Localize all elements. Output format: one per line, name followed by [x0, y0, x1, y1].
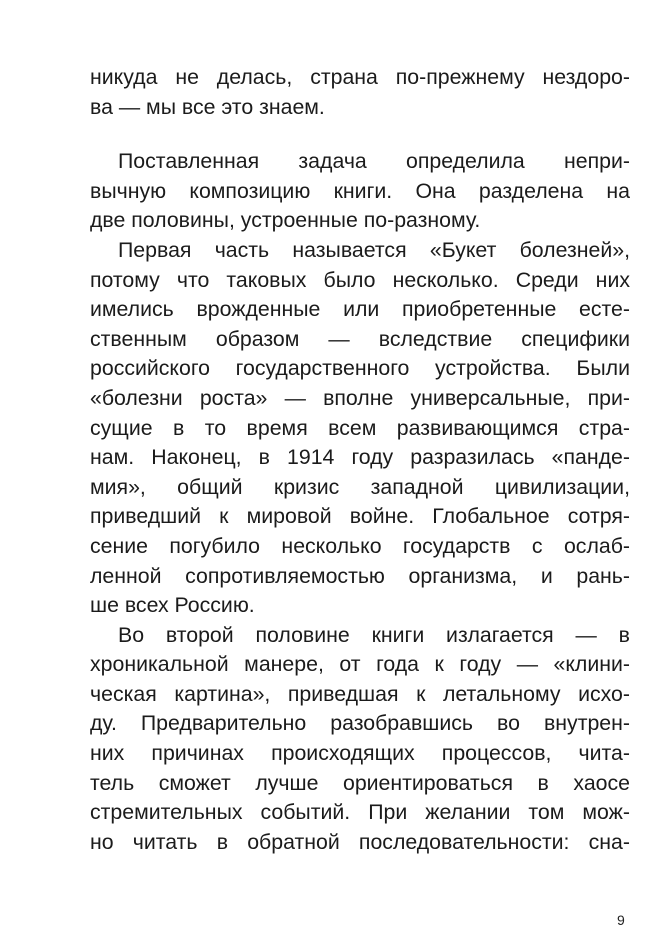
text-line: них причинах происходящих процессов, чита- [90, 741, 630, 766]
text-line: стремительных событий. При желании том мож- [90, 800, 630, 825]
text-line: приведший к мировой войне. Глобальное сотря- [90, 504, 630, 529]
text-line: сущие в то время всем развивающимся стра- [90, 415, 630, 440]
text-line: ду. Предварительно разобравшись во внутрен- [90, 711, 630, 736]
text-line: две половины, устроенные по-разному. [90, 208, 481, 233]
text-line: Поставленная задача определила непри- [118, 149, 630, 174]
text-line: сение погубило несколько государств с ослаб- [90, 533, 630, 558]
paragraph [90, 236, 630, 621]
paragraph [90, 147, 630, 236]
paragraph [90, 621, 630, 858]
text-line: ческая картина», приведшая к летальному исхо- [90, 681, 630, 706]
text-line: никуда не делась, страна по-прежнему нездоро- [90, 65, 630, 89]
page-number: 9 [617, 912, 625, 928]
text-line: потому что таковых было несколько. Среди них [90, 267, 630, 292]
text-line: нам. Наконец, в 1914 году разразилась «панде- [90, 445, 630, 470]
text-line: ственным образом — вследствие специфики [90, 326, 630, 351]
text-line: тель сможет лучше ориентироваться в хаосе [90, 770, 630, 795]
text-line: ленной сопротивляемостью организма, и рань- [90, 563, 630, 588]
text-line: ше всех Россию. [90, 593, 255, 618]
text-line: Первая часть называется «Букет болезней», [118, 237, 630, 262]
text-line: Во второй половине книги излагается — в [118, 622, 630, 647]
body-text [90, 63, 630, 857]
text-line: вычную композицию книги. Она разделена на [90, 178, 630, 203]
text-line: ва — мы все это знаем. [90, 94, 325, 119]
text-line: «болезни роста» — вполне универсальные, при- [90, 385, 630, 410]
paragraph [90, 63, 630, 122]
text-line: мия», общий кризис западной цивилизации, [90, 474, 630, 499]
text-line: но читать в обратной последовательности: сна- [90, 829, 630, 854]
text-line: российского государственного устройства. Были [90, 356, 630, 381]
text-line: хроникальной манере, от года к году — «клини- [90, 652, 630, 677]
text-line: имелись врожденные или приобретенные есте- [90, 297, 630, 322]
